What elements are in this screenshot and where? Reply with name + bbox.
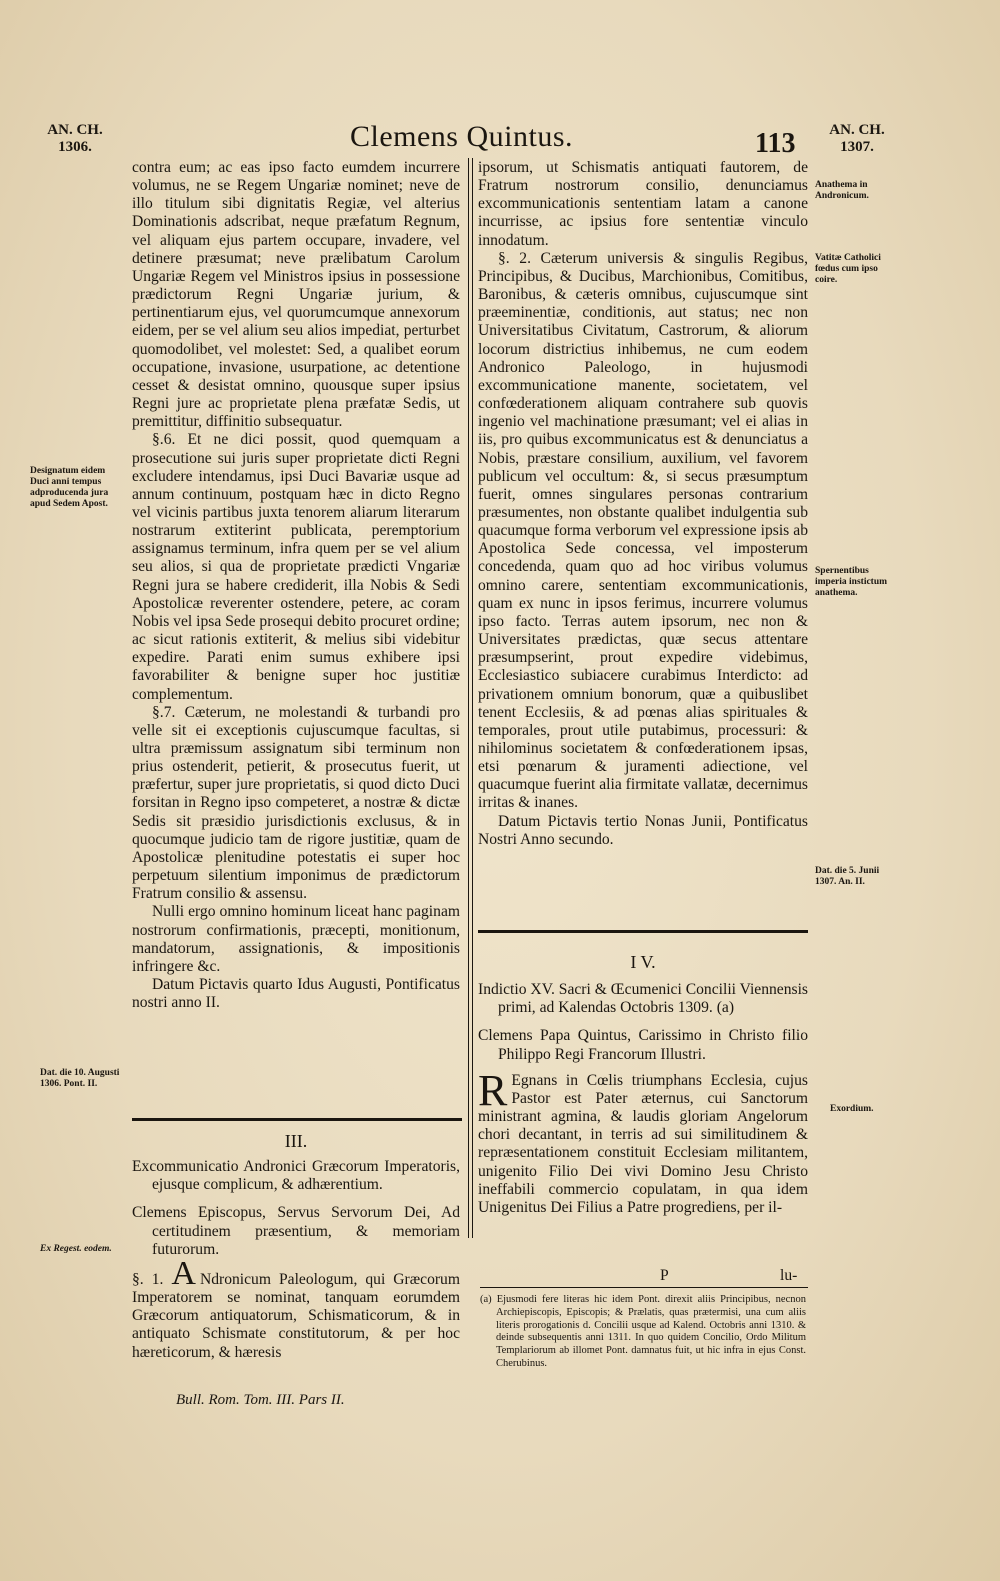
- dropcap-letter: R: [478, 1065, 508, 1115]
- left-year-value: 1306.: [58, 139, 92, 155]
- page-number: 113: [755, 128, 796, 159]
- right-continuation-paragraph: ipsorum, ut Schismatis antiquati fautorem, de Fratrum nostrorum consilio, denunciamus excommunicationis sententiam latam a canone incurrisse, ac ipsius fore sententiæ vinculo innodatum.: [478, 159, 808, 249]
- section-6-paragraph: §.6. Et ne dici possit, quod quemquam a prosecutione sui juris super proprietate dicti Regni excludere intendamus, ipsi Duci Bavariæ usque ad annum continuum, postquam hæc in dicto Regno vel vicinis partibus juxta tenorem aliarum literarum nostrarum extiterint publicata, peremptorium assignamus terminum, infra quem per se vel alium seu alios, si qua de proprietate prædicti Vngariæ Regni jura se habere crediderit, illa Nobis & Sedi Apostolicæ reverenter ostendere, petere, ac coram Nobis vel ipsa Sede prosequi debito procuret ordine; ac sicut rationis extiterit, & melius sibi videbitur expedire. Parati enim sumus exhibere ipsi favorabiliter & benigne super hoc justitiæ complementum.: [132, 431, 460, 703]
- section-7-paragraph: §.7. Cæterum, ne molestandi & turbandi pro velle sit ei exceptionis cujuscumque facultas, si ultra præmissum assignatum sibi terminum non prius ostenderit, petierit, & prosecutus fuerit, ut præfertur, super jure proprietatis, si quod dicto Duci forsitan in Regno ipso competeret, a nostræ & dictæ Sedis sit præsidio jurisdictionis exclusus, & in quocumque judicio tam de rigore justitiæ, quam de Apostolicæ plenitudine potestatis ei super hoc perpetuum silentium imponimus de prædictorum Fratrum consilio & assensu.: [132, 703, 460, 903]
- continuation-paragraph: contra eum; ac eas ipso facto eumdem incurrere volumus, ne se Regem Ungariæ nominet; neve de illo titulum sibi dignitatis Regiæ, vel alterius Dominationis adscribat, neque præfatum Regnum, vel aliquam ejus partem occupare, invadere, vel detinere præsumat; neve prælibatum Carolum Ungariæ Regem vel Ministros ipsius in possessione prædictorum Regni Ungariæ jurium, & pertinentiarum ejus, vel quorumcumque annexorum eidem, per se vel alium seu alios impediat, perturbet quomodolibet, vel molestet: Sed, a qualibet eorum occupatione, invasione, usurpatione, ac detentione cesset & desistat omnino, quousque super ipsius Regni jure ac proprietate plena præfatæ Sedis, ut premittitur, diffinitio subsequatur.: [132, 159, 460, 431]
- section-4-block: [478, 953, 808, 1217]
- margin-note: Ex Regest. eodem.: [40, 1244, 112, 1254]
- left-year-heading: [30, 122, 120, 156]
- footnote-text: (a) Ejusmodi fere literas hic idem Pont. direxit aliis Principibus, necnon Archiepiscopis, Episcopis; & Prælatis, quas prætermisi, una cum aliis literis prorogationis d. Concilii usque ad Kalend. Octobris anni 1310. & deinde subsequentis anni 1311. In quo quidem Concilio, Ordo Militum Templariorum ab illomet Pont. damnatus fuit, ut hic infra in ejus Const. Cherubinus.: [480, 1294, 806, 1369]
- column-separator-line: [468, 158, 469, 1238]
- margin-note: Vatitæ Catholici fœdus cum ipso coire.: [815, 253, 881, 285]
- margin-note: Designatum eidem Duci anni tempus adproducenda jura apud Sedem Apost.: [30, 466, 109, 509]
- footnote: [480, 1294, 806, 1371]
- section-3-paragraph-1-text: Ndronicum Paleologum, qui Græcorum Imperatorem se nominat, tanquam eorumdem Græcorum antiquatorum, Schismaticorum, & in antiquato Schismate constitutorum, & per hoc hæreticorum, & hæresis: [132, 1270, 460, 1361]
- section-4-number: I V.: [630, 952, 656, 972]
- margin-note: Exordium.: [830, 1104, 874, 1114]
- section-3-paragraph-1: [132, 1254, 460, 1362]
- section-3-salutation: Clemens Episcopus, Servus Servorum Dei, Ad certitudinem præsentium, & memoriam futurorum.: [132, 1204, 460, 1258]
- section-divider-rule: [478, 930, 808, 933]
- right-year-value: 1307.: [840, 139, 874, 155]
- dropcap-letter: A: [171, 1254, 196, 1292]
- section-2-paragraph: §. 2. Cæterum universis & singulis Regibus, Principibus, & Ducibus, Marchionibus, Comitibus, Baronibus, & cæteris omnibus, cujuscumque sint præeminentiæ, conditionis, aut status; nec non Universitatibus Civitatum, Castrorum, & aliorum locorum districtius inhibemus, ne cum eodem Andronico Paleologo, in hujusmodi excommunicatione manente, societatem, vel confœderationem aliquam contrahere sub quovis ingenio vel machinatione præsumant; vel ei alias in iis, pro quibus excommunicatus est & denunciatus a Nobis, præstare consilium, auxilium, vel favorem publicum vel occultum: &, si secus præsumptum fuerit, omnes singulares personas contrarium præsumentes, non obstante qualibet indulgentia sub quacumque forma verborum vel expressione ipsis ab Apostolica Sede concessa, vel imposterum concedenda, quam quo ad hoc viribus volumus omnino carere, sententiam excommunicationis, quam ex nunc in ipsos ferimus, incurrere volumus ipso facto. Terras autem ipsorum, nec non & Universitates prædictas, quæ secus attentare præsumpserint, prout expedire videbimus, Ecclesiastico subiacere curabimus Interdicto: ad privationem omnium bonorum, quæ a quibuslibet tenent Ecclesiis, & ad pœnas alias spirituales & temporales, prout utile putabimus, processuri: & nihilominus societatem & confœderationem ipsas, etsi pœnarum & juramenti adiectione, vel quacumque fuerint alia firmitate vallatæ, decernimus irritas & inanes.: [478, 249, 808, 812]
- section-3-title: Excommunicatio Andronici Græcorum Imperatoris, ejusque complicum, & adhærentium.: [132, 1158, 460, 1194]
- right-year-label: AN. CH.: [829, 122, 885, 138]
- section-4-text: Egnans in Cœlis triumphans Ecclesia, cujus Pastor est Pater æternus, cui Sanctorum ministrant agmina, & laudis gloriam Angelorum chori decantant, in terris ad sui similitudinem & repræsentationem constituit Ecclesiam militantem, unigenito Filio Dei vivi Domino Jesu Christo ineffabili commercio copulatam, in qua idem Unigenitus Dei Filius a Patre progrediens, per il-: [478, 1071, 808, 1216]
- catchword: lu-: [780, 1267, 798, 1284]
- section-3-block: [132, 1132, 460, 1362]
- section-4-salutation: Clemens Papa Quintus, Carissimo in Christo filio Philippo Regi Francorum Illustri.: [478, 1027, 808, 1063]
- footnote-rule: [480, 1287, 808, 1288]
- right-year-heading: [812, 122, 902, 156]
- left-column: [132, 159, 460, 1012]
- margin-note: Spernentibus imperia instictum anathema.: [815, 566, 888, 598]
- section-3-number: III.: [284, 1131, 308, 1151]
- section-4-paragraph: [478, 1065, 808, 1217]
- margin-note: Anathema in Andronicum.: [815, 180, 869, 201]
- margin-note: Dat. die 5. Junii 1307. An. II.: [815, 866, 880, 887]
- signature-line: Bull. Rom. Tom. III. Pars II.: [176, 1392, 345, 1408]
- margin-note: Dat. die 10. Augusti 1306. Pont. II.: [40, 1068, 120, 1089]
- signature-mark: P: [660, 1267, 669, 1284]
- datum-paragraph: Datum Pictavis quarto Idus Augusti, Pontificatus nostri anno II.: [132, 976, 460, 1012]
- column-separator-line: [472, 158, 473, 1238]
- right-datum-paragraph: Datum Pictavis tertio Nonas Junii, Pontificatus Nostri Anno secundo.: [478, 812, 808, 848]
- section-4-title: Indictio XV. Sacri & Œcumenici Concilii Viennensis primi, ad Kalendas Octobris 1309. (a): [478, 981, 808, 1017]
- right-column: [478, 159, 808, 849]
- running-title: Clemens Quintus.: [350, 120, 573, 153]
- nulli-paragraph: Nulli ergo omnino hominum liceat hanc paginam nostrorum confirmationis, præcepti, monitionum, mandatorum, assignationis, & impositionis infringere &c.: [132, 903, 460, 975]
- left-year-label: AN. CH.: [47, 122, 103, 138]
- section-divider-rule: [132, 1118, 462, 1121]
- section-3-paragraph-1-label: §. 1.: [132, 1270, 164, 1288]
